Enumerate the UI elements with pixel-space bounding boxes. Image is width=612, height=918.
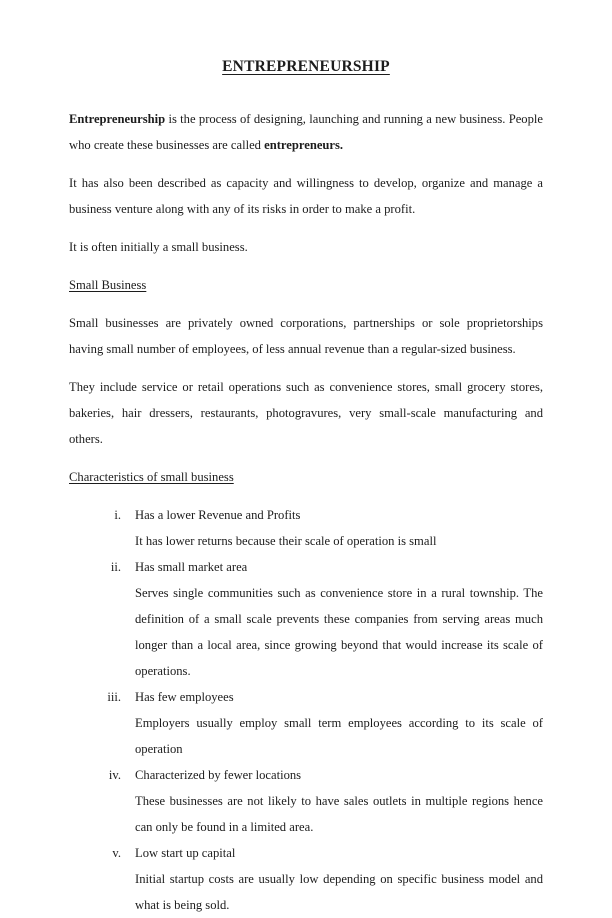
list-item-body: Employers usually employ small term employees according to its scale of operation (135, 715, 543, 756)
list-item-title: Low start up capital (135, 845, 236, 860)
list-marker: iii. (107, 689, 121, 704)
list-item-title: Has few employees (135, 689, 234, 704)
page-title-text: ENTREPRENEURSHIP (222, 58, 390, 75)
paragraph-initially-small: It is often initially a small business. (69, 239, 248, 254)
list-item-body: It has lower returns because their scale of operation is small (135, 533, 437, 548)
heading-characteristics-text: Characteristics of small business (69, 469, 234, 484)
document-content (69, 58, 543, 918)
paragraph-definition (69, 106, 543, 158)
paragraph-definition-middle: is the process of designing, launching and running a new business. People who create these businesses are called (69, 111, 543, 152)
heading-small-business-text: Small Business (69, 277, 147, 292)
term-entrepreneurship: Entrepreneurship (69, 111, 166, 126)
term-entrepreneurs: entrepreneurs. (264, 137, 344, 152)
list-item-body: Serves single communities such as convenience store in a rural township. The definition of a small scale prevents these companies from serving areas much longer than a local area, since growing beyond that would increase its scale of operations. (135, 585, 543, 678)
list-item-title: Characterized by fewer locations (135, 767, 302, 782)
list-item (69, 502, 543, 554)
heading-small-business (69, 272, 543, 298)
characteristics-list (69, 502, 543, 918)
paragraph-ownership: Small businesses are privately owned corporations, partnerships or sole proprietorships having small number of employees, of less annual revenue than a regular-sized business. (69, 315, 543, 356)
list-item-title: Has a lower Revenue and Profits (135, 507, 301, 522)
paragraph-examples: They include service or retail operations such as convenience stores, small grocery stores, bakeries, hair dressers, restaurants, photogravures, very small-scale manufacturing and others. (69, 379, 543, 446)
list-marker: v. (112, 845, 121, 860)
list-item-title: Has small market area (135, 559, 248, 574)
page-title (69, 58, 543, 77)
list-marker: ii. (110, 559, 121, 574)
heading-characteristics (69, 464, 543, 490)
list-item-body: These businesses are not likely to have sales outlets in multiple regions hence can only be found in a limited area. (135, 793, 543, 834)
list-item (69, 762, 543, 840)
paragraph-capacity: It has also been described as capacity and willingness to develop, organize and manage a business venture along with any of its risks in order to make a profit. (69, 175, 543, 216)
list-item (69, 684, 543, 762)
list-item (69, 840, 543, 918)
list-marker: i. (114, 507, 121, 522)
list-marker: iv. (108, 767, 121, 782)
list-item-body: Initial startup costs are usually low depending on specific business model and what is being sold. (135, 871, 543, 912)
list-item (69, 554, 543, 684)
